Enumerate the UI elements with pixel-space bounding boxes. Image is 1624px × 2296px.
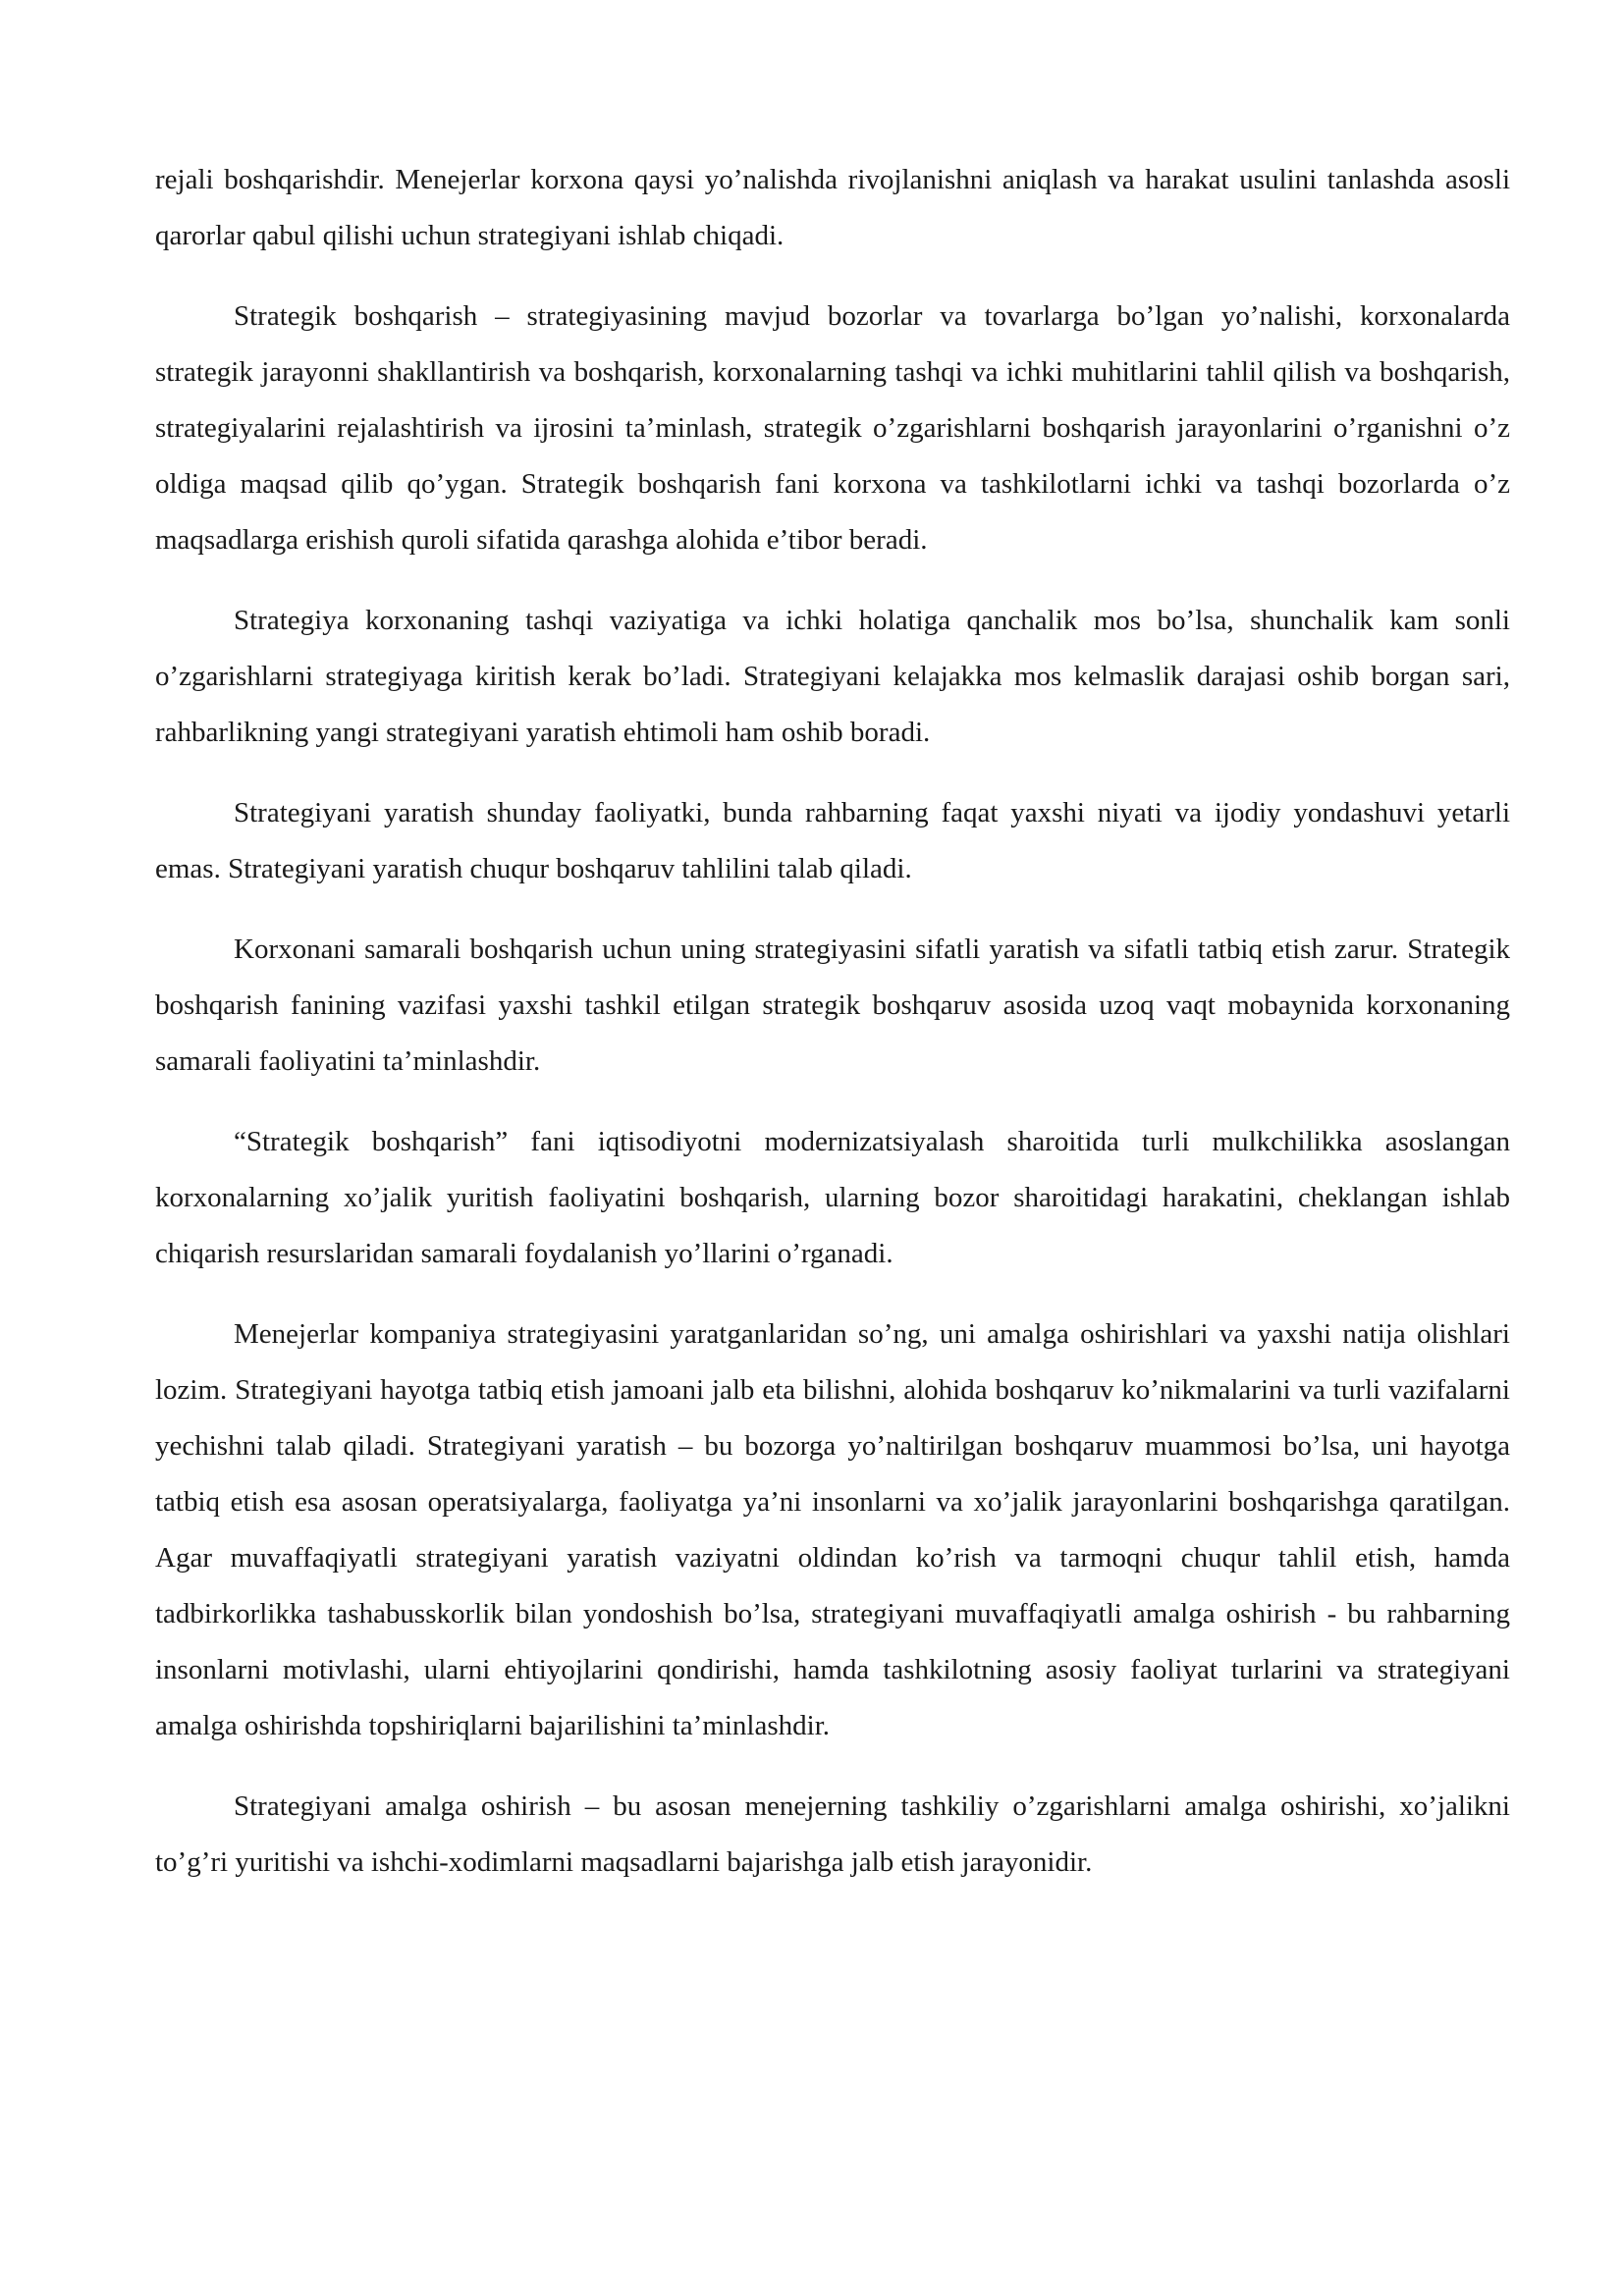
- document-page: [155, 152, 1510, 1915]
- paragraph-6: “Strategik boshqarish” fani iqtisodiyotni modernizatsiyalash sharoitida turli mulkchilikka asoslangan korxonalarning xo’jalik yuritish faoliyatini boshqarish, ularning bozor sharoitidagi harakatini, cheklangan ishlab chiqarish resurslaridan samarali foydalanish yo’llarini o’rganadi.: [155, 1126, 1510, 1269]
- paragraph-7: Menejerlar kompaniya strategiyasini yaratganlaridan so’ng, uni amalga oshirishlari va yaxshi natija olishlari lozim. Strategiyani hayotga tatbiq etish jamoani jalb eta bilishni, alohida boshqaruv ko’nikmalarini va turli vazifalarni yechishni talab qiladi. Strategiyani yaratish – bu bozorga yo’naltirilgan boshqaruv muammosi bo’lsa, uni hayotga tatbiq etish esa asosan operatsiyalarga, faoliyatga ya’ni insonlarni va xo’jalik jarayonlarini boshqarishga qaratilgan. Agar muvaffaqiyatli strategiyani yaratish vaziyatni oldindan ko’rish va tarmoqni chuqur tahlil etish, hamda tadbirkorlikka tashabusskorlik bilan yondoshish bo’lsa, strategiyani muvaffaqiyatli amalga oshirish - bu rahbarning insonlarni motivlashi, ularni ehtiyojlarini qondirishi, hamda tashkilotning asosiy faoliyat turlarini va strategiyani amalga oshirishda topshiriqlarni bajarilishini ta’minlashdir.: [155, 1318, 1510, 1741]
- paragraph-2: Strategik boshqarish – strategiyasining mavjud bozorlar va tovarlarga bo’lgan yo’nalishi, korxonalarda strategik jarayonni shakllantirish va boshqarish, korxonalarning tashqi va ichki muhitlarini tahlil qilish va boshqarish, strategiyalarini rejalashtirish va ijrosini ta’minlash, strategik o’zgarishlarni boshqarish jarayonlarini o’rganishni o’z oldiga maqsad qilib qo’ygan. Strategik boshqarish fani korxona va tashkilotlarni ichki va tashqi bozorlarda o’z maqsadlarga erishish quroli sifatida qarashga alohida e’tibor beradi.: [155, 300, 1510, 556]
- paragraph-3: Strategiya korxonaning tashqi vaziyatiga va ichki holatiga qanchalik mos bo’lsa, shunchalik kam sonli o’zgarishlarni strategiyaga kiritish kerak bo’ladi. Strategiyani kelajakka mos kelmaslik darajasi oshib borgan sari, rahbarlikning yangi strategiyani yaratish ehtimoli ham oshib boradi.: [155, 605, 1510, 748]
- paragraph-1: rejali boshqarishdir. Menejerlar korxona qaysi yo’nalishda rivojlanishni aniqlash va harakat usulini tanlashda asosli qarorlar qabul qilishi uchun strategiyani ishlab chiqadi.: [155, 164, 1510, 251]
- paragraph-8: Strategiyani amalga oshirish – bu asosan menejerning tashkiliy o’zgarishlarni amalga oshirishi, xo’jalikni to’g’ri yuritishi va ishchi-xodimlarni maqsadlarni bajarishga jalb etish jarayonidir.: [155, 1790, 1510, 1878]
- paragraph-5: Korxonani samarali boshqarish uchun uning strategiyasini sifatli yaratish va sifatli tatbiq etish zarur. Strategik boshqarish fanining vazifasi yaxshi tashkil etilgan strategik boshqaruv asosida uzoq vaqt mobaynida korxonaning samarali faoliyatini ta’minlashdir.: [155, 934, 1510, 1077]
- paragraph-4: Strategiyani yaratish shunday faoliyatki, bunda rahbarning faqat yaxshi niyati va ijodiy yondashuvi yetarli emas. Strategiyani yaratish chuqur boshqaruv tahlilini talab qiladi.: [155, 797, 1510, 884]
